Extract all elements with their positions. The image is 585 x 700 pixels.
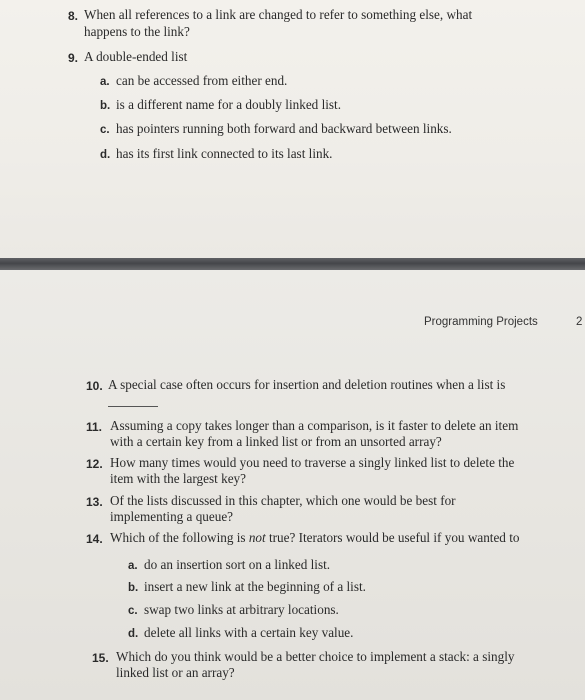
option-letter: a. bbox=[128, 560, 138, 572]
option-letter: b. bbox=[100, 100, 111, 112]
question-text-part: true? Iterators would be useful if you wanted to bbox=[265, 530, 520, 545]
question-number: 14. bbox=[86, 532, 103, 546]
question-text: with a certain key from a linked list or from an unsorted array? bbox=[110, 434, 442, 449]
question-number: 10. bbox=[86, 379, 103, 393]
option-text: insert a new link at the beginning of a list. bbox=[144, 579, 366, 594]
question-text: linked list or an array? bbox=[116, 665, 235, 680]
question-number: 9. bbox=[68, 51, 79, 65]
option-text: has its first link connected to its last link. bbox=[116, 146, 333, 161]
question-text: implementing a queue? bbox=[110, 509, 234, 524]
option-letter: b. bbox=[128, 582, 139, 594]
question-text: A special case often occurs for insertion and deletion routines when a list is bbox=[108, 377, 506, 392]
option-text: swap two links at arbitrary locations. bbox=[144, 602, 339, 617]
question-text bbox=[110, 530, 519, 546]
question-number: 15. bbox=[92, 651, 109, 665]
question-text: Of the lists discussed in this chapter, which one would be best for bbox=[110, 493, 456, 508]
question-text-part: Which of the following is bbox=[110, 530, 249, 545]
option-text: do an insertion sort on a linked list. bbox=[144, 557, 331, 572]
option-letter: a. bbox=[100, 76, 110, 88]
question-text: Which do you think would be a better choice to implement a stack: a singly bbox=[116, 649, 515, 664]
question-text: happens to the link? bbox=[84, 24, 190, 39]
option-text: delete all links with a certain key value. bbox=[144, 625, 354, 640]
question-text: item with the largest key? bbox=[110, 471, 246, 486]
question-text: How many times would you need to traverse a singly linked list to delete the bbox=[110, 455, 515, 470]
option-text: can be accessed from either end. bbox=[116, 73, 288, 88]
page-number-fragment: 2 bbox=[576, 316, 583, 328]
question-number: 12. bbox=[86, 457, 103, 471]
question-number: 13. bbox=[86, 495, 103, 509]
question-text: Assuming a copy takes longer than a comparison, is it faster to delete an item bbox=[110, 418, 519, 433]
question-text: A double-ended list bbox=[84, 49, 188, 64]
option-text: is a different name for a doubly linked list. bbox=[116, 97, 341, 112]
question-number: 8. bbox=[68, 9, 79, 23]
option-letter: c. bbox=[100, 124, 110, 136]
question-number: 11. bbox=[86, 420, 103, 434]
option-letter: c. bbox=[128, 605, 138, 617]
running-header: Programming Projects bbox=[424, 316, 538, 328]
option-letter: d. bbox=[128, 628, 139, 640]
page-divider bbox=[0, 258, 585, 270]
option-letter: d. bbox=[100, 149, 111, 161]
emphasized-word: not bbox=[248, 530, 266, 545]
fill-in-blank bbox=[108, 406, 158, 407]
question-text: When all references to a link are changed to refer to something else, what bbox=[84, 7, 473, 22]
option-text: has pointers running both forward and backward between links. bbox=[116, 121, 452, 136]
